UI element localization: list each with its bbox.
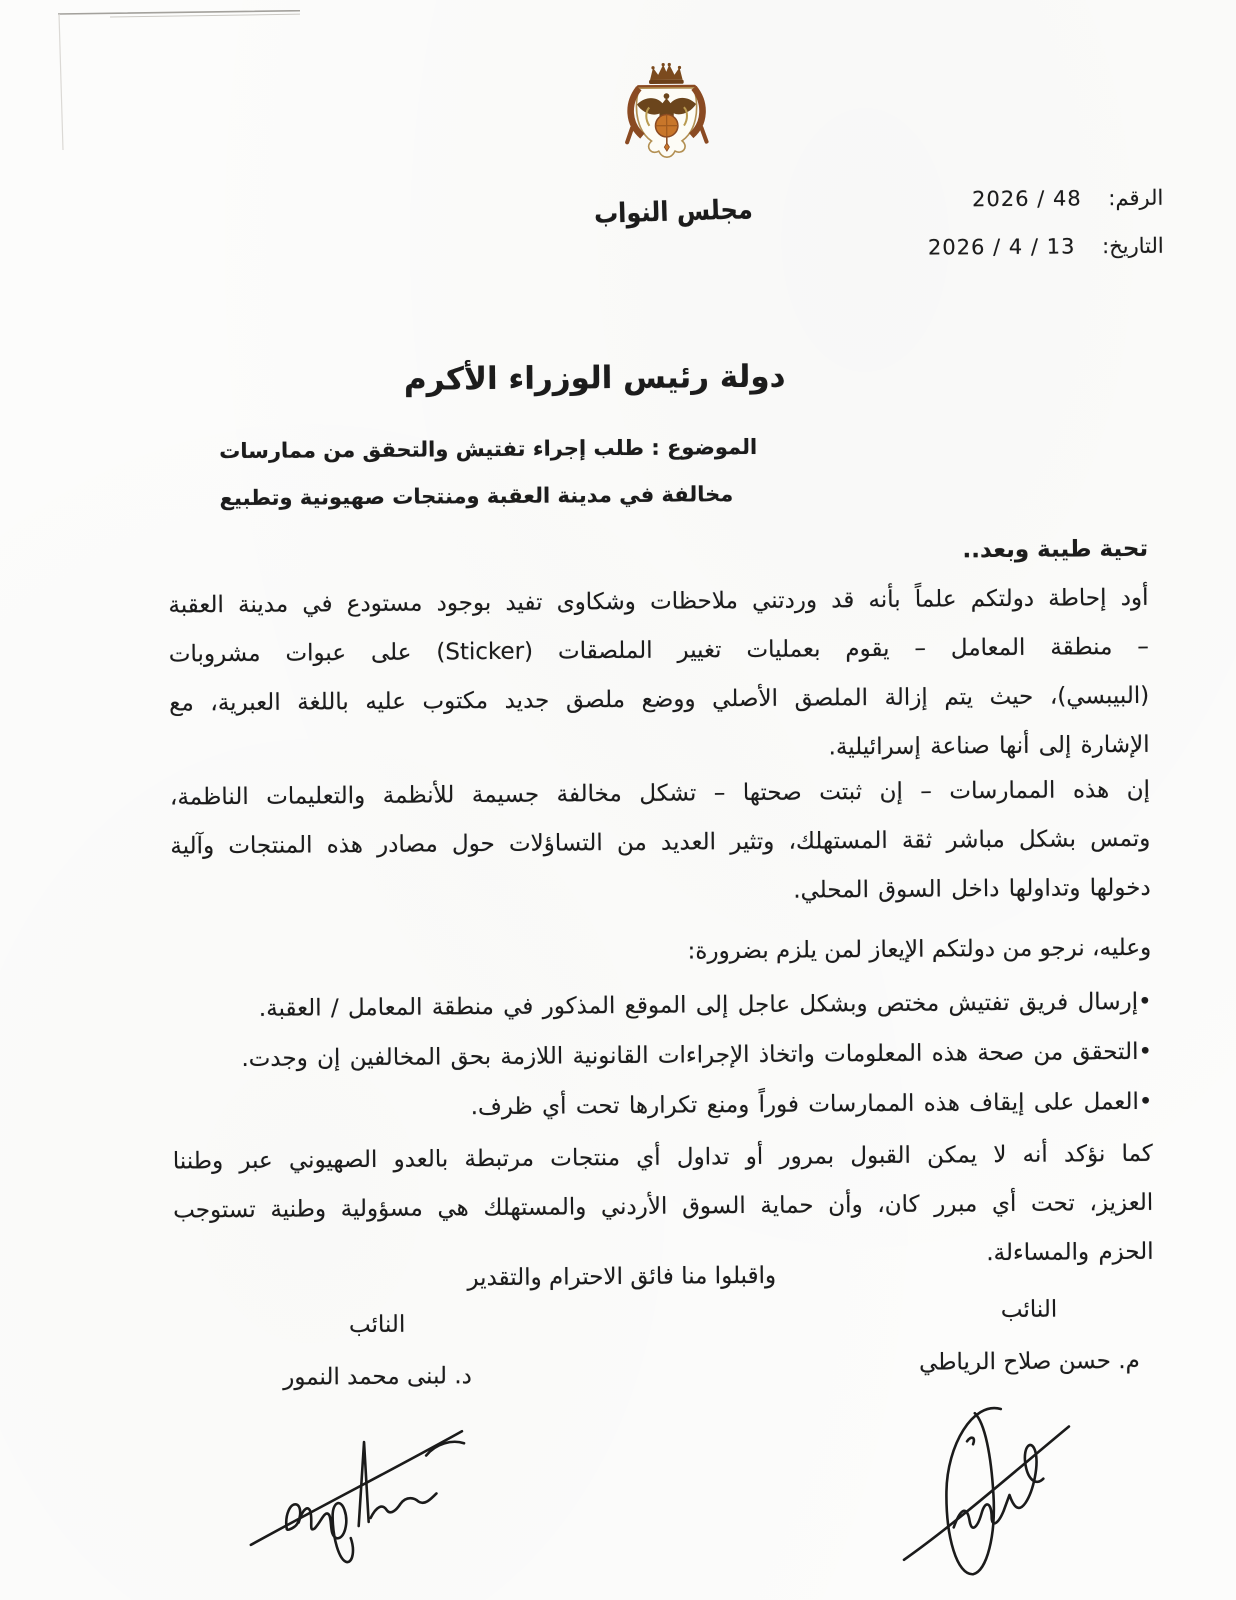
- paragraph-line: دخولها وتداولها داخل السوق المحلي.: [793, 874, 1151, 904]
- bullet-item: •إرسال فريق تفتيش مختص وبشكل عاجل إلى الموقع المذكور في منطقة المعامل / العقبة.: [258, 988, 1152, 1022]
- handwritten-signature-right: [863, 1394, 1095, 1596]
- reference-number-value: 48 / 2026: [971, 186, 1082, 212]
- paragraph-line: أود إحاطة دولتكم علماً بأنه قد وردتني ملاحظات وشكاوى تفيد بوجود مستودع في مدينة العقبة: [168, 584, 1149, 619]
- signatory-title: النائب: [348, 1311, 406, 1339]
- paragraph-line: الحزم والمساءلة.: [986, 1238, 1154, 1267]
- request-intro: وعليه، نرجو من دولتكم الإيعاز لمن يلزم بضرورة:: [687, 934, 1152, 965]
- paragraph-line: (البيبسي)، حيث يتم إزالة الملصق الأصلي ووضع ملصق جديد مكتوب عليه باللغة العبرية، مع: [169, 682, 1150, 717]
- bullet-item: •العمل على إيقاف هذه الممارسات فوراً ومنع تكرارها تحت أي ظرف.: [470, 1088, 1153, 1121]
- subject-line-1: الموضوع : طلب إجراء تفتيش والتحقق من ممارسات: [219, 434, 758, 464]
- body-paragraph-1: [168, 574, 1150, 778]
- reference-number-label: الرقم:: [1108, 185, 1164, 211]
- bullet-item: •التحقق من صحة هذه المعلومات واتخاذ الإجراءات القانونية اللازمة بحق المخالفين إن وجدت.: [241, 1038, 1153, 1072]
- reference-number-row: [927, 186, 1163, 212]
- signatory-name: د. لبنى محمد النمور: [283, 1363, 472, 1391]
- paragraph-line: كما نؤكد أنه لا يمكن القبول بمرور أو تداول أي منتجات مرتبطة بالعدو الصهيوني عبر وطننا: [172, 1140, 1153, 1175]
- closing-salutation: واقبلوا منا فائق الاحترام والتقدير: [467, 1262, 777, 1292]
- paragraph-line: – منطقة المعامل – يقوم بعمليات تغيير الملصقات (Sticker) على عبوات مشروبات: [168, 633, 1149, 668]
- org-name: مجلس النواب: [593, 193, 754, 230]
- paragraph-line: العزيز، تحت أي مبرر كان، وأن حماية السوق الأردني والمستهلك هي مسؤولية وطنية تستوجب: [173, 1189, 1154, 1224]
- date-value: 13 / 4 / 2026: [927, 234, 1076, 260]
- greeting-line: تحية طيبة وبعد..: [962, 535, 1149, 564]
- signatory-title: النائب: [1000, 1296, 1058, 1324]
- subject-line-2: مخالفة في مدينة العقبة ومنتجات صهيونية وتطبيع: [219, 482, 734, 511]
- signatory-name: م. حسن صلاح الرياطي: [918, 1347, 1140, 1376]
- paragraph-line: إن هذه الممارسات – إن ثبتت صحتها – تشكل مخالفة جسيمة للأنظمة والتعليمات الناظمة،: [169, 776, 1151, 811]
- signatory-block-right: [884, 1296, 1175, 1376]
- handwritten-signature-left: [240, 1409, 481, 1571]
- date-row: [928, 234, 1164, 260]
- signatory-block-left: [262, 1311, 493, 1391]
- paragraph-line: وتمس بشكل مباشر ثقة المستهلك، وتثير العديد من التساؤلات حول مصادر هذه المنتجات وآلية: [170, 825, 1151, 860]
- letter-title: دولة رئيس الوزراء الأكرم: [403, 358, 786, 398]
- reference-block: [927, 186, 1163, 284]
- body-paragraph-2: [170, 766, 1151, 921]
- jordan-coat-of-arms-icon: [610, 59, 723, 184]
- paragraph-line: الإشارة إلى أنها صناعة إسرائيلية.: [828, 731, 1150, 761]
- date-label: التاريخ:: [1101, 233, 1164, 259]
